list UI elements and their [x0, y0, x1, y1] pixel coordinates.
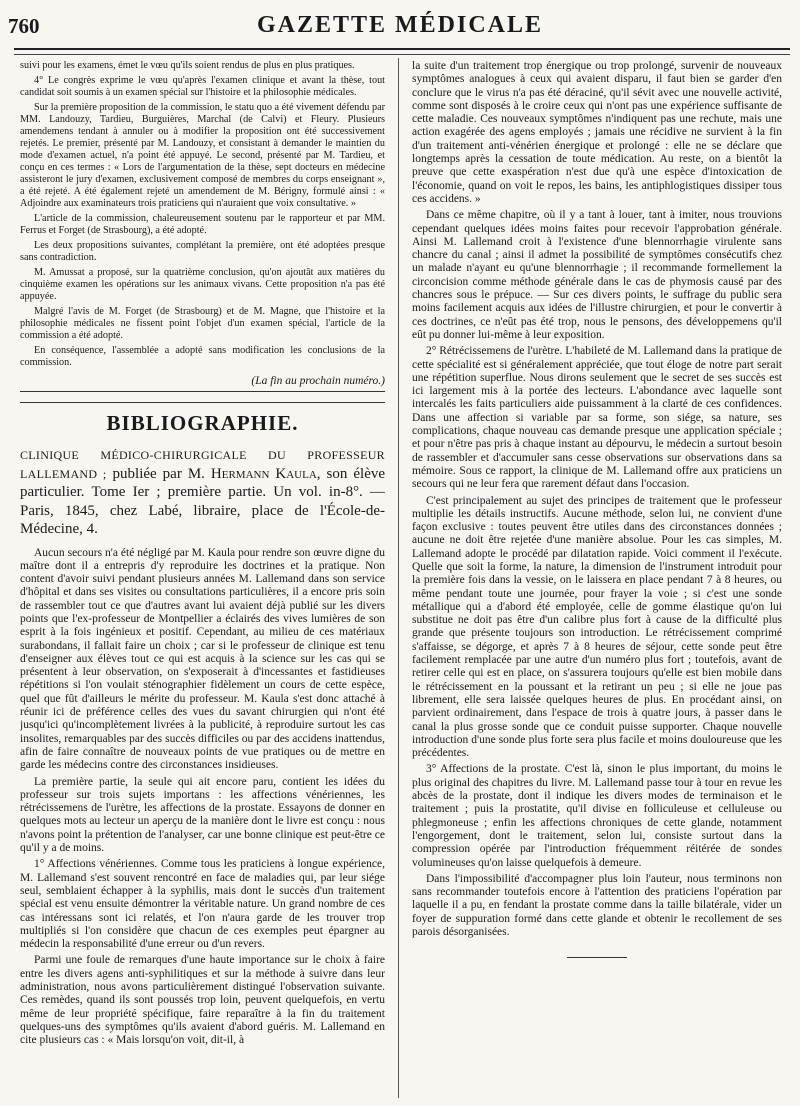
continuation-note: (La fin au prochain numéro.) [251, 375, 385, 387]
section-rule-2 [20, 402, 385, 403]
section-rule [20, 391, 385, 392]
book-details: , son élève particulier. Tome Ier ; première partie. Un vol. in-8°. — Paris, 1845, chez Labé, libraire, place de l'École-de-Médecine, 4. [20, 465, 385, 537]
paragraph: Malgré l'avis de M. Forget (de Strasbourg) et de M. Magne, que l'histoire et la philosophie médicales ne fissent point l'objet d'un examen spécial, l'article de la commission a été adopté. [20, 306, 385, 341]
right-column [412, 60, 782, 1098]
paragraph: 2° Rétrécissemens de l'urètre. L'habileté de M. Lallemand dans la pratique de cette spécialité est si généralement appréciée, que tout éloge de notre part serait une répétition superflue. Nous dirons seulement que le secret de ses succès est ici largement mis à la portée des lecteurs. L'abondance avec laquelle sont intercalés les faits particuliers aide puissamment à la clarté de ces confidences. Dans une affection si variable par sa forme, son siége, sa nature, ses complications, chaque nouveau cas demande presque une application spéciale ; et pour n'être pas pris à chaque instant au dépourvu, le médecin a surtout besoin de rassembler et d'accumuler sans cesse observations sur observations dans sa mémoire. Sous ce rapport, la clinique de M. Lallemand offre aux praticiens un secours qui ne leur fera que rarement défaut dans l'occasion. [412, 345, 782, 491]
book-author: Hermann Kaula [210, 465, 317, 482]
book-published-by: publiée par M. [112, 465, 205, 482]
paragraph: 1° Affections vénériennes. Comme tous les praticiens à longue expérience, M. Lallemand s'est souvent rencontré en face de maladies qui, par leur siége seul, semblaient échapper à la syphilis, mais dont le succès d'un traitement spécial est venu ensuite démontrer la véritable nature. Un grand nombre de ces cas intéressans sont ici relatés, et l'on n'aura garde de les trouver trop multipliés si l'on considère que chacun de ces exemples peut épargner au médecin la responsabilité d'une erreur ou d'un revers. [20, 858, 385, 951]
header-rule [14, 48, 790, 50]
paragraph: En conséquence, l'assemblée a adopté sans modification les conclusions de la commission. [20, 345, 385, 368]
paragraph: Sur la première proposition de la commission, le statu quo a été vivement défendu par MM. Landouzy, Tardieu, Burguières, Marchal (de Calvi) et Fleury. Plusieurs amendemens tendant à annuler ou à modifier la proposition ont été successivement rejetés. Le premier, présenté par M. Landouzy, et consistant à demander le maintien du mode d'examen actuel, n'a point été appuyé. Le second, présenté par M. Tardieu, et conçu en ces termes : « Lors de l'argumentation de la thèse, sept docteurs en médecine assisteront le jury d'examen, exclusivement composé de membres du corps enseignant », a été rejeté. A été également rejeté un amendement de M. Bérigny, formulé ainsi : « Adjoindre aux examinateurs trois praticiens qui n'auraient que voix consultative. » [20, 102, 385, 209]
paragraph: M. Amussat a proposé, sur la quatrième conclusion, qu'on ajoutât aux matières du cinquième examen les opérations sur les animaux vivans. Cette proposition n'a pas été appuyée. [20, 267, 385, 302]
paragraph: Dans l'impossibilité d'accompagner plus loin l'auteur, nous terminons non sans recommander toutefois encore à l'attention des praticiens l'opération par laquelle il a pu, en fendant la prostate comme dans la taille bilatérale, vider un foyer de suppuration formé dans cette glande et obtenir le recollement de ses parois désorganisées. [412, 872, 782, 938]
paragraph: Dans ce même chapitre, où il y a tant à louer, tant à imiter, nous trouvions cependant quelques idées moins faites pour recevoir l'approbation générale. Ainsi M. Lallemand croit à l'existence d'une blennorrhagie virulente sans chancre du canal ; ainsi il admet la possibilité de symptômes consécutifs chez un malade n'ayant eu qu'une blennorrhagie ; il recommande formellement la circoncision comme méthode générale dans le cas de phymosis causé par des chancres sous le prépuce. — Sur ces divers points, le suffrage du public sera moins facilement acquis aux idées de l'illustre chirurgien, et pour le convertir à ces doctrines, ce n'eût pas été trop, nous le pensons, des développemens qu'il eût pu donner lui-même à leur exposition. [412, 209, 782, 341]
book-reference [20, 446, 385, 539]
congress-proceedings [20, 60, 385, 369]
left-column [20, 60, 385, 1098]
end-rule [567, 957, 627, 958]
paragraph: L'article de la commission, chaleureusement soutenu par le rapporteur et par MM. Ferrus et Forget (de Strasbourg), a été adopté. [20, 213, 385, 236]
paragraph: La première partie, la seule qui ait encore paru, contient les idées du professeur sur trois sujets importans : les affections vénériennes, les rétrécissemens de l'urètre, les affections de la prostate. Essayons de donner en quelques mots au lecteur un aperçu de la manière dont le livre est conçu : nous n'avons point la prétention de l'analyser, car une bonne clinique est peut-être ce qu'il y a de moins. [20, 775, 385, 855]
header-rule-thin [14, 54, 790, 55]
paragraph: Aucun secours n'a été négligé par M. Kaula pour rendre son œuvre digne du maître dont il a entrepris d'y reproduire les doctrines et la pratique. Non content d'avoir suivi pendant plusieurs années M. Lallemand dans son service d'hôpital et dans ses visites ou consultations particulières, il a encore pris soin de rassembler tout ce que d'autres avant lui avaient déjà publié sur les divers points que l'ex-professeur de Montpellier a éclairés des vives lumières de son esprit à la fois ingénieux et positif. Cependant, au milieu de ces matériaux surabondans, il fallait faire un choix ; car si le professeur de clinique est tenu d'enseigner aux élèves tout ce qui est acquis à la science sur les cas qui se présentent à leur observation, on s'exposerait à d'incessantes et fastidieuses répétitions si l'on voulait sténographier fidèlement un cours de cette espèce, quel que fût d'ailleurs le mérite du professeur. M. Kaula s'est donc attaché à réunir ici de préférence celles des vues du savant chirurgien qui n'ont été jusqu'ici qu'incomplètement livrées à la publicité, à reproduire surtout les cas insolites, remarquables par des succès difficiles ou par des accidens inattendus, afin de faire connaître de nouveaux points de vue pratiques ou de mettre en garde les médecins contre des circonstances insidieuses. [20, 546, 385, 772]
page-header [0, 0, 800, 48]
section-title: BIBLIOGRAPHIE. [106, 411, 299, 435]
book-title: CLINIQUE MÉDICO-CHIRURGICALE DU PROFESSEUR LALLEMAND ; [20, 448, 385, 481]
journal-title: GAZETTE MÉDICALE [256, 12, 544, 38]
paragraph: Parmi une foule de remarques d'une haute importance sur le choix à faire entre les divers agens anti-syphilitiques et sur la méthode à suivre dans leur administration, nous avons particulièrement distingué l'observation suivante. Ces remèdes, quand ils sont poussés trop loin, peuvent quelquefois, en vertu même de leur propriété spécifique, faire reparaître à la fin du traitement quelques-uns des symptômes qu'ils avaient d'abord guéris. M. Lallemand en cite plusieurs cas : « Mais lorsqu'on voit, dit-il, à [20, 954, 385, 1047]
page-number: 760 [8, 14, 40, 38]
paragraph: Les deux propositions suivantes, complétant la première, ont été adoptées presque sans contradiction. [20, 240, 385, 263]
column-divider [398, 58, 399, 1098]
paragraph: C'est principalement au sujet des principes de traitement que le professeur multiplie les détails instructifs. Aucune méthode, selon lui, ne convient d'une façon exclusive : toutes peuvent être utiles dans des circonstances données ; aucune ne doit être rejetée d'une manière absolue. Pour les cas simples, M. Lallemand adopte le procédé par dilatation rapide. Voici comment il l'exécute. Quelle que soit la forme, la nature, la dimension de l'instrument introduit pour la première fois dans la vessie, on le laissera en place pendant 7 à 8 heures, ou même pendant toute une journée, pour frayer la voie ; si c'est une sonde métallique qui a d'abord été employée, celle de gomme élastique qu'on lui substitue ne doit pas être d'un calibre plus fort à cause de la difficulté plus grande que présente toujours son introduction. Le rétrécissement comprimé s'affaisse, se dégorge, et après 7 à 8 heures de séjour, cette sonde peut être facilement remplacée par une autre d'un numéro plus fort ; toutefois, avant de retirer celle qui est en place, on s'assurera toujours qu'elle est bien mobile dans le rétrécissement en la poussant et la retirant un peu ; si elle ne joue pas librement, elle sera laissée quelques heures de plus. En procédant ainsi, on parvient ordinairement, dans l'espace de trois à quatre jours, à passer dans le canal la plus grosse sonde que ce conduit puisse supporter. Chaque nouvelle introduction d'une sonde plus forte sera plus facile et moins douloureuse que les précédentes. [412, 494, 782, 760]
paragraph: 4° Le congrès exprime le vœu qu'après l'examen clinique et avant la thèse, tout candidat soit soumis à un examen spécial sur l'histoire et la philosophie médicales. [20, 75, 385, 98]
paragraph: suivi pour les examens, émet le vœu qu'ils soient rendus de plus en plus pratiques. [20, 60, 355, 71]
paragraph: la suite d'un traitement trop énergique ou trop prolongé, survenir de nouveaux symptômes analogues à ceux qui avaient disparu, il faut bien se garder d'en conclure que le virus n'a pas été déraciné, qu'il sévit avec une nouvelle activité, comme sont disposés à le croire ceux qui n'ont pas une expérience suffisante de cette maladie. Ces nouveaux symptômes n'indiquent pas une rechute, mais une action exagérée des agens employés ; jamais une récidive ne survient à la fin d'un traitement anti-vénérien énergique et prolongé : elle ne se déclare que longtemps après la cessation de toute médication. Au reste, on a bientôt la preuve que cette exaspération n'est due qu'à une espèce d'intoxication de l'économie, quand on voit le repos, les bains, les antiphlogistiques dissiper tous ces accidens. » [412, 60, 782, 205]
paragraph: 3° Affections de la prostate. C'est là, sinon le plus important, du moins le plus original des chapitres du livre. M. Lallemand passe tour à tour en revue les abcès de la prostate, dont il indique les divers modes de terminaison et le traitement ; puis la prostatite, qu'il divise en folliculeuse et celluleuse ou phlegmoneuse ; enfin les affections chroniques de cette glande, notamment l'engorgement, dont le traitement, selon lui, consiste surtout dans la compression opérée par l'introduction fréquemment réitérée de sondes volumineuses qu'on laisse quelquefois à demeure. [412, 763, 782, 869]
